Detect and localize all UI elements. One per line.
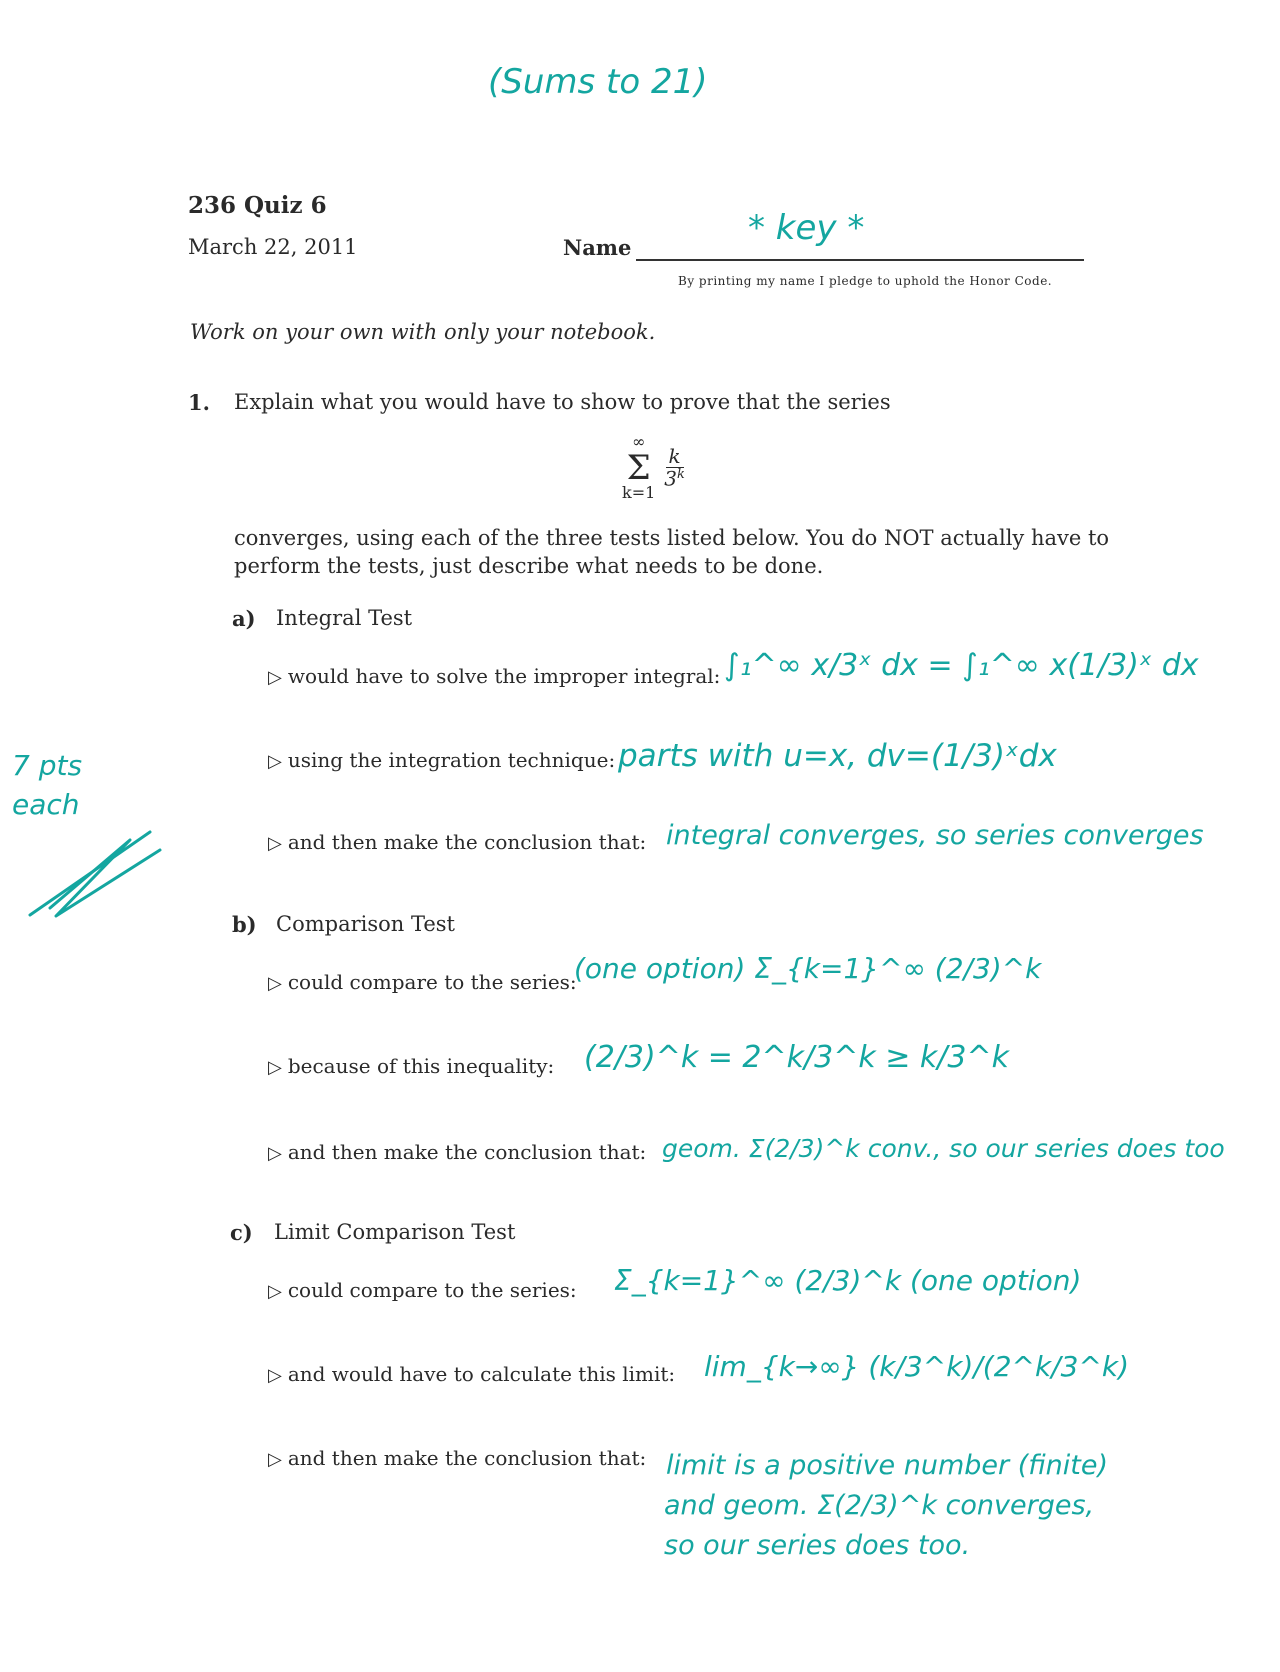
part-a-answer2: parts with u=x, dv=(1/3)ˣdx: [618, 738, 1057, 774]
part-c-prompt3: ▷ and then make the conclusion that:: [268, 1446, 647, 1470]
part-b-answer1: (one option) Σ_{k=1}^∞ (2/3)^k: [574, 952, 1042, 985]
part-c-label: c): [230, 1220, 253, 1245]
triangle-bullet-icon: ▷: [268, 1449, 282, 1470]
margin-slash-marks: [20, 820, 170, 930]
part-b-prompt1: ▷ could compare to the series:: [268, 970, 577, 994]
honor-pledge: By printing my name I pledge to uphold the Honor Code.: [678, 274, 1053, 288]
part-b-answer3: geom. Σ(2/3)^k conv., so our series does too: [662, 1134, 1225, 1163]
part-c-answer1: Σ_{k=1}^∞ (2/3)^k (one option): [614, 1264, 1082, 1297]
part-b-prompt3: ▷ and then make the conclusion that:: [268, 1140, 647, 1164]
series-denominator: 3$^k$: [664, 466, 685, 491]
series-numerator: k: [666, 446, 684, 468]
part-a-label: a): [232, 606, 256, 631]
triangle-bullet-icon: ▷: [268, 1365, 282, 1386]
triangle-bullet-icon: ▷: [268, 1281, 282, 1302]
part-a-answer1: ∫₁^∞ x/3ˣ dx = ∫₁^∞ x(1/3)ˣ dx: [724, 648, 1199, 683]
sigma-lower: k=1: [622, 482, 656, 502]
triangle-bullet-icon: ▷: [268, 751, 282, 772]
question-text-line1: converges, using each of the three tests listed below. You do NOT actually have to: [234, 526, 1110, 550]
triangle-bullet-icon: ▷: [268, 1057, 282, 1078]
question-number: 1.: [188, 390, 210, 415]
part-c-title: Limit Comparison Test: [274, 1220, 516, 1244]
question-prompt: Explain what you would have to show to prove that the series: [234, 390, 891, 414]
part-b-answer2: (2/3)^k = 2^k/3^k ≥ k/3^k: [584, 1040, 1009, 1075]
sigma-upper: ∞: [631, 432, 646, 451]
part-a-title: Integral Test: [276, 606, 413, 630]
margin-note: 7 pts each: [12, 749, 83, 822]
sigma-stack: [622, 434, 655, 502]
part-c-answer2: lim_{k→∞} (k/3^k)/(2^k/3^k): [704, 1350, 1130, 1383]
name-line: [636, 259, 1084, 261]
triangle-bullet-icon: ▷: [268, 1143, 282, 1164]
sums-annotation: (Sums to 21): [488, 62, 708, 102]
part-a-prompt3: ▷ and then make the conclusion that:: [268, 830, 647, 854]
series-fraction: [661, 443, 688, 491]
part-c-prompt2: ▷ and would have to calculate this limit:: [268, 1362, 676, 1386]
part-c-prompt1: ▷ could compare to the series:: [268, 1278, 577, 1302]
part-c-answer3-line1: limit is a positive number (finite): [666, 1450, 1109, 1481]
part-a-prompt2: ▷ using the integration technique:: [268, 748, 616, 772]
key-label: * key *: [748, 208, 865, 248]
question-text-line2: perform the tests, just describe what needs to be done.: [234, 554, 824, 578]
triangle-bullet-icon: ▷: [268, 833, 282, 854]
series-expression: [622, 434, 688, 502]
instructions: Work on your own with only your notebook.: [190, 320, 656, 344]
quiz-title: 236 Quiz 6: [188, 192, 327, 219]
sigma-symbol: Σ: [626, 447, 651, 488]
part-b-prompt2: ▷ because of this inequality:: [268, 1054, 555, 1078]
part-b-label: b): [232, 912, 257, 937]
part-a-prompt1: ▷ would have to solve the improper integral:: [268, 664, 721, 688]
triangle-bullet-icon: ▷: [268, 973, 282, 994]
name-label: Name: [563, 235, 632, 260]
part-c-answer3-line2: and geom. Σ(2/3)^k converges,: [664, 1490, 1095, 1521]
quiz-date: March 22, 2011: [188, 235, 358, 259]
part-a-answer3: integral converges, so series converges: [666, 820, 1204, 851]
triangle-bullet-icon: ▷: [268, 667, 282, 688]
part-b-title: Comparison Test: [276, 912, 455, 936]
part-c-answer3-line3: so our series does too.: [664, 1530, 971, 1561]
